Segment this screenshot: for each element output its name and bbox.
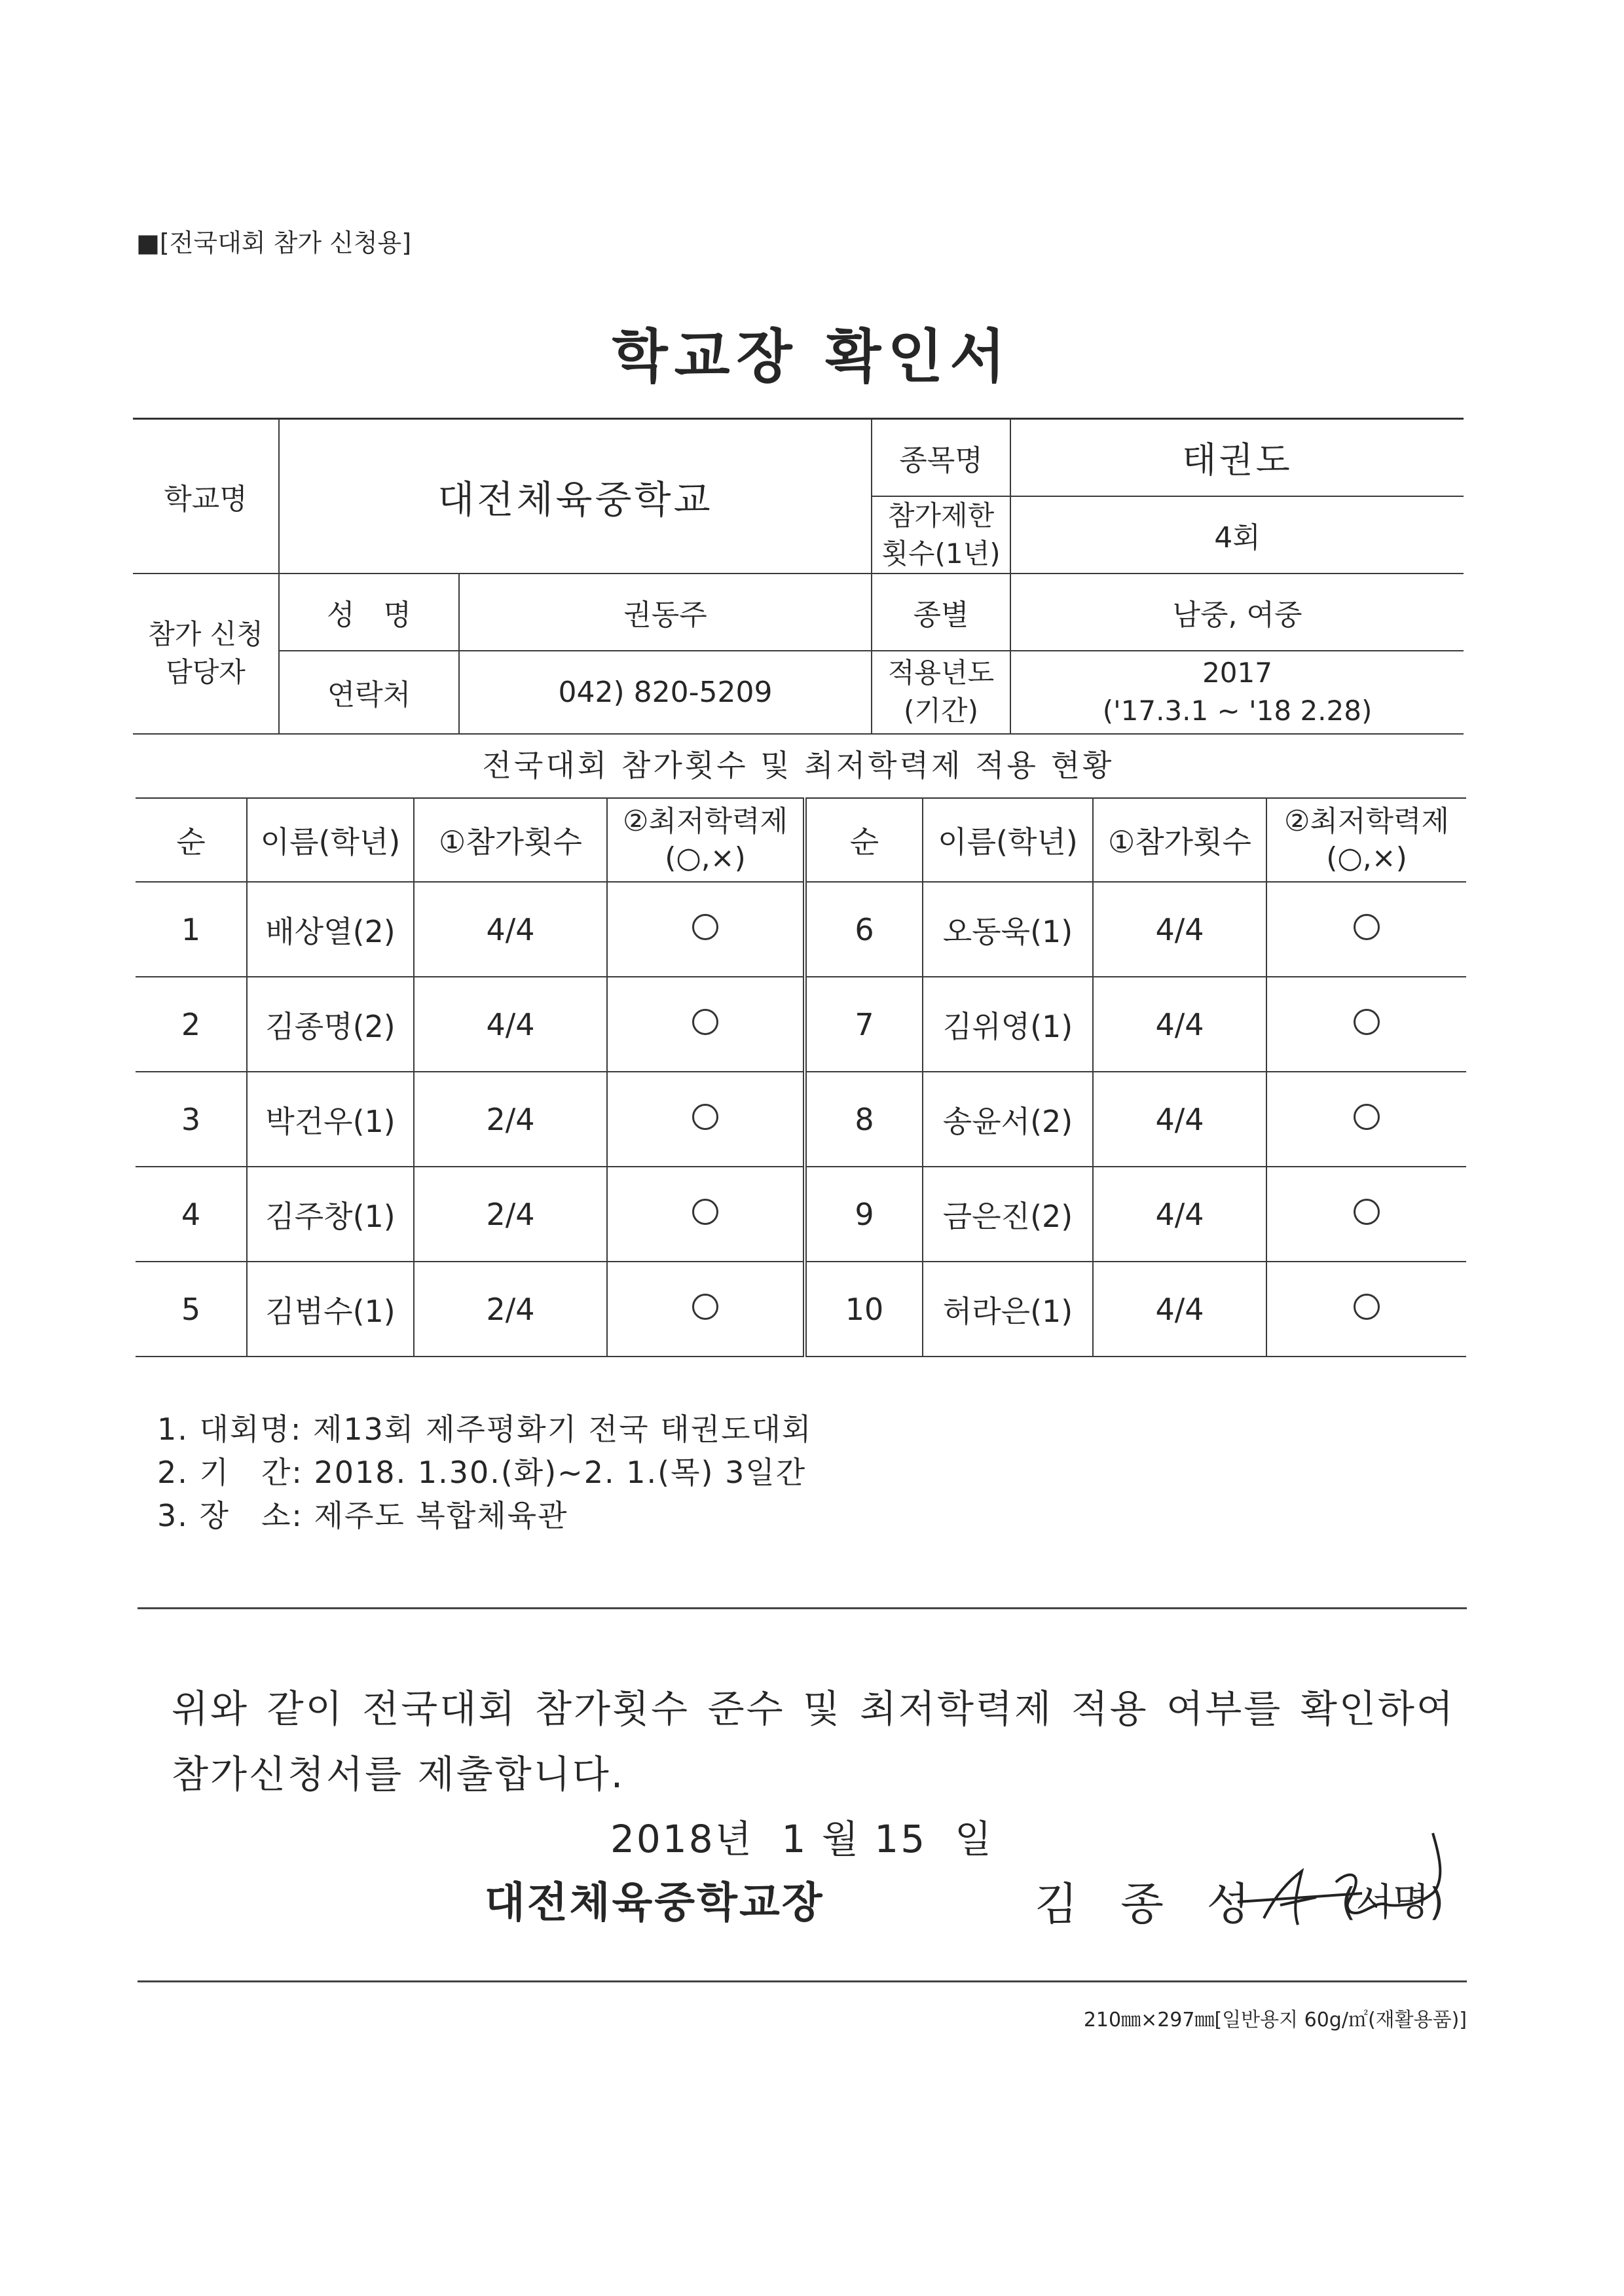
header-grade-line1: ②최저학력제: [623, 805, 788, 838]
row-count: 2/4: [414, 1072, 607, 1167]
limit-value: 4회: [1010, 496, 1464, 574]
year-value-line1: 2017: [1202, 657, 1272, 689]
school-name: 대전체육중학교: [279, 419, 872, 574]
header-grade-line2: (○,×): [665, 841, 746, 875]
row-count: 4/4: [414, 882, 607, 977]
status-title: 전국대회 참가횟수 및 최저학력제 적용 현황: [482, 748, 1115, 783]
sport-name: 태권도: [1010, 419, 1464, 496]
row-count: 4/4: [414, 977, 607, 1072]
row-mark: [607, 882, 805, 977]
limit-label-line1: 참가제한: [887, 499, 995, 532]
row-no: 4: [136, 1167, 247, 1262]
row-name: 허라은(1): [923, 1262, 1093, 1357]
name-value: 권동주: [459, 574, 872, 651]
row-mark: [1266, 977, 1466, 1072]
row-no: 3: [136, 1072, 247, 1167]
handwritten-signature-icon: [1225, 1820, 1460, 1951]
circle-mark-icon: [1354, 914, 1380, 940]
row-name: 김위영(1): [923, 977, 1093, 1072]
row-no: 10: [805, 1262, 923, 1357]
table-row: [136, 977, 1466, 1072]
header-count: ①참가횟수: [414, 798, 607, 882]
year-value-line2: ('17.3.1 ~ '18 2.28): [1102, 695, 1373, 727]
circle-mark-icon: [692, 1009, 718, 1035]
circle-mark-icon: [692, 1199, 718, 1225]
name-label: 성 명: [279, 574, 459, 651]
limit-label: [872, 496, 1010, 574]
sport-label: 종목명: [872, 419, 1010, 496]
document-title: 학교장 확인서: [612, 323, 1012, 390]
table-row: [136, 1072, 1466, 1167]
row-count: 2/4: [414, 1262, 607, 1357]
row-no: 7: [805, 977, 923, 1072]
row-mark: [1266, 1072, 1466, 1167]
note-venue: 3. 장 소: 제주도 복합체육관: [157, 1498, 568, 1533]
year-label-line2: (기간): [904, 695, 978, 727]
contact-person-label: [133, 574, 279, 734]
row-name: 금은진(2): [923, 1167, 1093, 1262]
row-no: 6: [805, 882, 923, 977]
note-competition-name: 1. 대회명: 제13회 제주평화기 전국 태권도대회: [157, 1412, 813, 1447]
table-row: [136, 882, 1466, 977]
info-table: [133, 418, 1464, 735]
header-no: 순: [136, 798, 247, 882]
row-count: 4/4: [1093, 882, 1266, 977]
row-mark: [607, 1167, 805, 1262]
status-header-row: [136, 798, 1466, 882]
row-mark: [1266, 1262, 1466, 1357]
signature-label: (서명): [1341, 1880, 1445, 1924]
row-name: 김범수(1): [247, 1262, 414, 1357]
note-period: 2. 기 간: 2018. 1.30.(화)~2. 1.(목) 3일간: [157, 1455, 807, 1490]
row-count: 4/4: [1093, 1072, 1266, 1167]
row-mark: [607, 1072, 805, 1167]
circle-mark-icon: [1354, 1009, 1380, 1035]
phone-value: 042) 820-5209: [459, 651, 872, 734]
row-no: 5: [136, 1262, 247, 1357]
header-count: ①참가횟수: [1093, 798, 1266, 882]
contact-person-label-line2: 담당자: [166, 656, 246, 688]
paper-spec-note: 210㎜×297㎜[일반용지 60g/㎡(재활용품)]: [1083, 2009, 1467, 2032]
row-no: 9: [805, 1167, 923, 1262]
row-mark: [607, 1262, 805, 1357]
row-name: 오동욱(1): [923, 882, 1093, 977]
row-no: 2: [136, 977, 247, 1072]
year-value: [1010, 651, 1464, 734]
row-mark: [607, 977, 805, 1072]
circle-mark-icon: [692, 914, 718, 940]
issue-date: 2018년 1 월 15 일: [610, 1817, 994, 1861]
header-grade-line1: ②최저학력제: [1284, 805, 1449, 838]
form-tag: ■[전국대회 참가 신청용]: [136, 228, 412, 257]
limit-label-line2: 횟수(1년): [881, 537, 1001, 570]
header-grade: [1266, 798, 1466, 882]
header-name: 이름(학년): [923, 798, 1093, 882]
row-name: 송윤서(2): [923, 1072, 1093, 1167]
footer-divider: [138, 1980, 1467, 1982]
category-value: 남중, 여중: [1010, 574, 1464, 651]
row-no: 8: [805, 1072, 923, 1167]
status-table: [136, 797, 1466, 1357]
table-row: [136, 1262, 1466, 1357]
row-name: 박건우(1): [247, 1072, 414, 1167]
row-count: 4/4: [1093, 1262, 1266, 1357]
circle-mark-icon: [692, 1294, 718, 1320]
signer-title: 대전체육중학교장: [485, 1879, 824, 1927]
year-label: [872, 651, 1010, 734]
row-count: 2/4: [414, 1167, 607, 1262]
header-grade: [607, 798, 805, 882]
row-count: 4/4: [1093, 1167, 1266, 1262]
header-name: 이름(학년): [247, 798, 414, 882]
category-label: 종별: [872, 574, 1010, 651]
header-no: 순: [805, 798, 923, 882]
row-name: 배상열(2): [247, 882, 414, 977]
circle-mark-icon: [1354, 1199, 1380, 1225]
header-grade-line2: (○,×): [1326, 841, 1407, 875]
phone-label: 연락처: [279, 651, 459, 734]
row-mark: [1266, 1167, 1466, 1262]
year-label-line1: 적용년도: [887, 657, 995, 689]
divider: [138, 1607, 1467, 1609]
row-count: 4/4: [1093, 977, 1266, 1072]
row-mark: [1266, 882, 1466, 977]
table-row: [136, 1167, 1466, 1262]
contact-person-label-line1: 참가 신청: [148, 618, 263, 650]
row-no: 1: [136, 882, 247, 977]
signer-name: 김 종 성: [1035, 1879, 1264, 1931]
confirmation-text: 위와 같이 전국대회 참가횟수 준수 및 최저학력제 적용 여부를 확인하여 참가신청서를 제출합니다.: [172, 1686, 1455, 1796]
circle-mark-icon: [1354, 1104, 1380, 1130]
circle-mark-icon: [1354, 1294, 1380, 1320]
row-name: 김종명(2): [247, 977, 414, 1072]
competition-notes: [157, 1408, 812, 1537]
school-label: 학교명: [133, 419, 279, 574]
row-name: 김주창(1): [247, 1167, 414, 1262]
circle-mark-icon: [692, 1104, 718, 1130]
